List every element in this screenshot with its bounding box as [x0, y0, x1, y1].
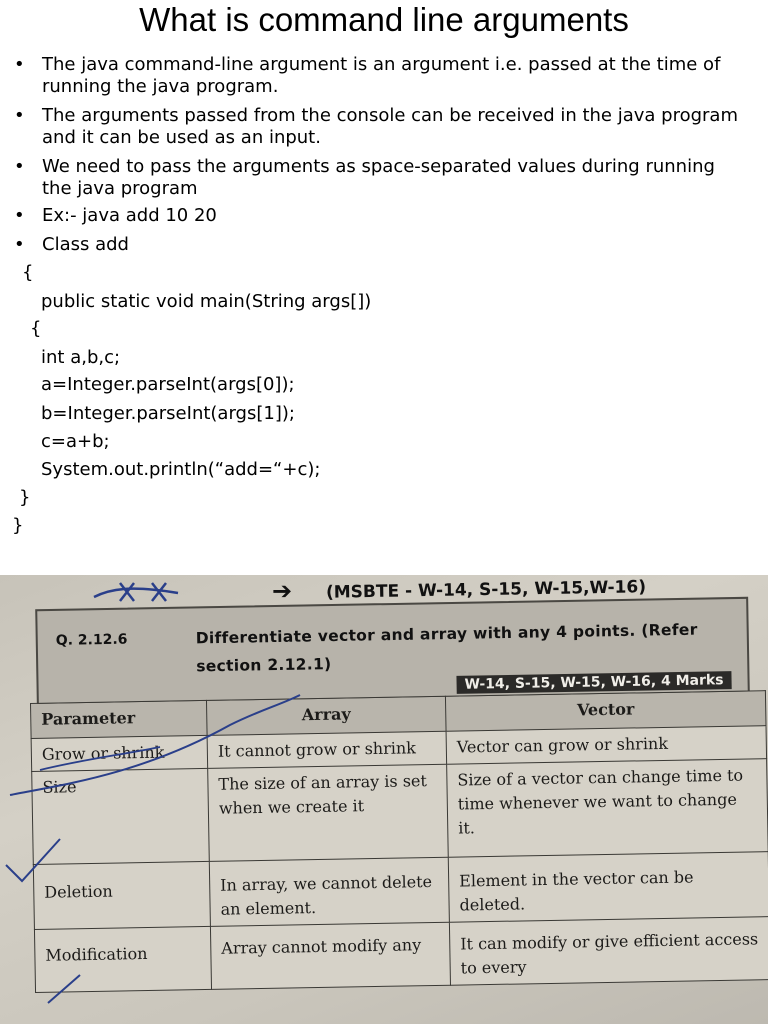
slide-title: What is command line arguments	[139, 1, 629, 38]
code-line: System.out.println(“add=“+c);	[41, 459, 321, 480]
arrow-icon: ➔	[272, 577, 293, 605]
table-cell: Grow or shrink	[31, 735, 208, 771]
bullet-item: • The java command-line argument is an argument i.e. passed at the time of running the java program.	[42, 54, 742, 98]
table-cell: It cannot grow or shrink	[207, 731, 447, 768]
bullet-item: • We need to pass the arguments as space-separated values during running the java program	[42, 156, 742, 200]
question-number: Q. 2.12.6	[55, 631, 128, 649]
table-cell: Modification	[34, 926, 211, 992]
table-row	[34, 917, 768, 993]
code-line: a=Integer.parseInt(args[0]);	[41, 374, 295, 395]
bullet-item: • The arguments passed from the console can be received in the java program and it can be used as an input.	[42, 105, 742, 149]
code-line: c=a+b;	[41, 431, 110, 452]
code-brace: {	[30, 318, 42, 339]
bullet-item: • Ex:- java add 10 20	[42, 205, 742, 227]
table-cell: Vector can grow or shrink	[446, 726, 767, 765]
table-cell: The size of an array is set when we create it	[208, 764, 449, 861]
question-text: Differentiate vector and array with any 4 points. (Refer section 2.12.1)	[195, 620, 698, 676]
code-line: public static void main(String args[])	[41, 291, 372, 312]
code-brace: }	[19, 487, 31, 508]
code-line: b=Integer.parseInt(args[1]);	[41, 403, 295, 424]
code-line: int a,b,c;	[41, 347, 121, 368]
pen-scribble	[90, 579, 182, 605]
table-cell: Size of a vector can change time to time whenever we want to change it.	[447, 759, 768, 858]
bullet-item: • Class add	[42, 234, 742, 256]
table-cell: Size	[32, 768, 210, 864]
marks-badge: W-14, S-15, W-15, W-16, 4 Marks	[456, 671, 731, 694]
pen-tick-marks	[0, 815, 120, 1015]
exam-reference: (MSBTE - W-14, S-15, W-15,W-16)	[325, 577, 647, 603]
code-brace: }	[12, 515, 24, 536]
table-cell: In array, we cannot delete an element.	[209, 857, 449, 926]
table-cell: Deletion	[33, 861, 210, 929]
header-vector: Vector	[445, 691, 766, 732]
table-cell: Element in the vector can be deleted.	[448, 852, 768, 923]
header-parameter: Parameter	[31, 700, 208, 738]
pen-slash-mark	[0, 675, 320, 815]
table-cell: Array cannot modify any	[210, 922, 450, 989]
header-array: Array	[206, 696, 446, 735]
textbook-photo	[0, 575, 768, 1024]
code-brace: {	[22, 262, 34, 283]
table-cell: It can modify or give efficient access to every	[449, 917, 768, 986]
